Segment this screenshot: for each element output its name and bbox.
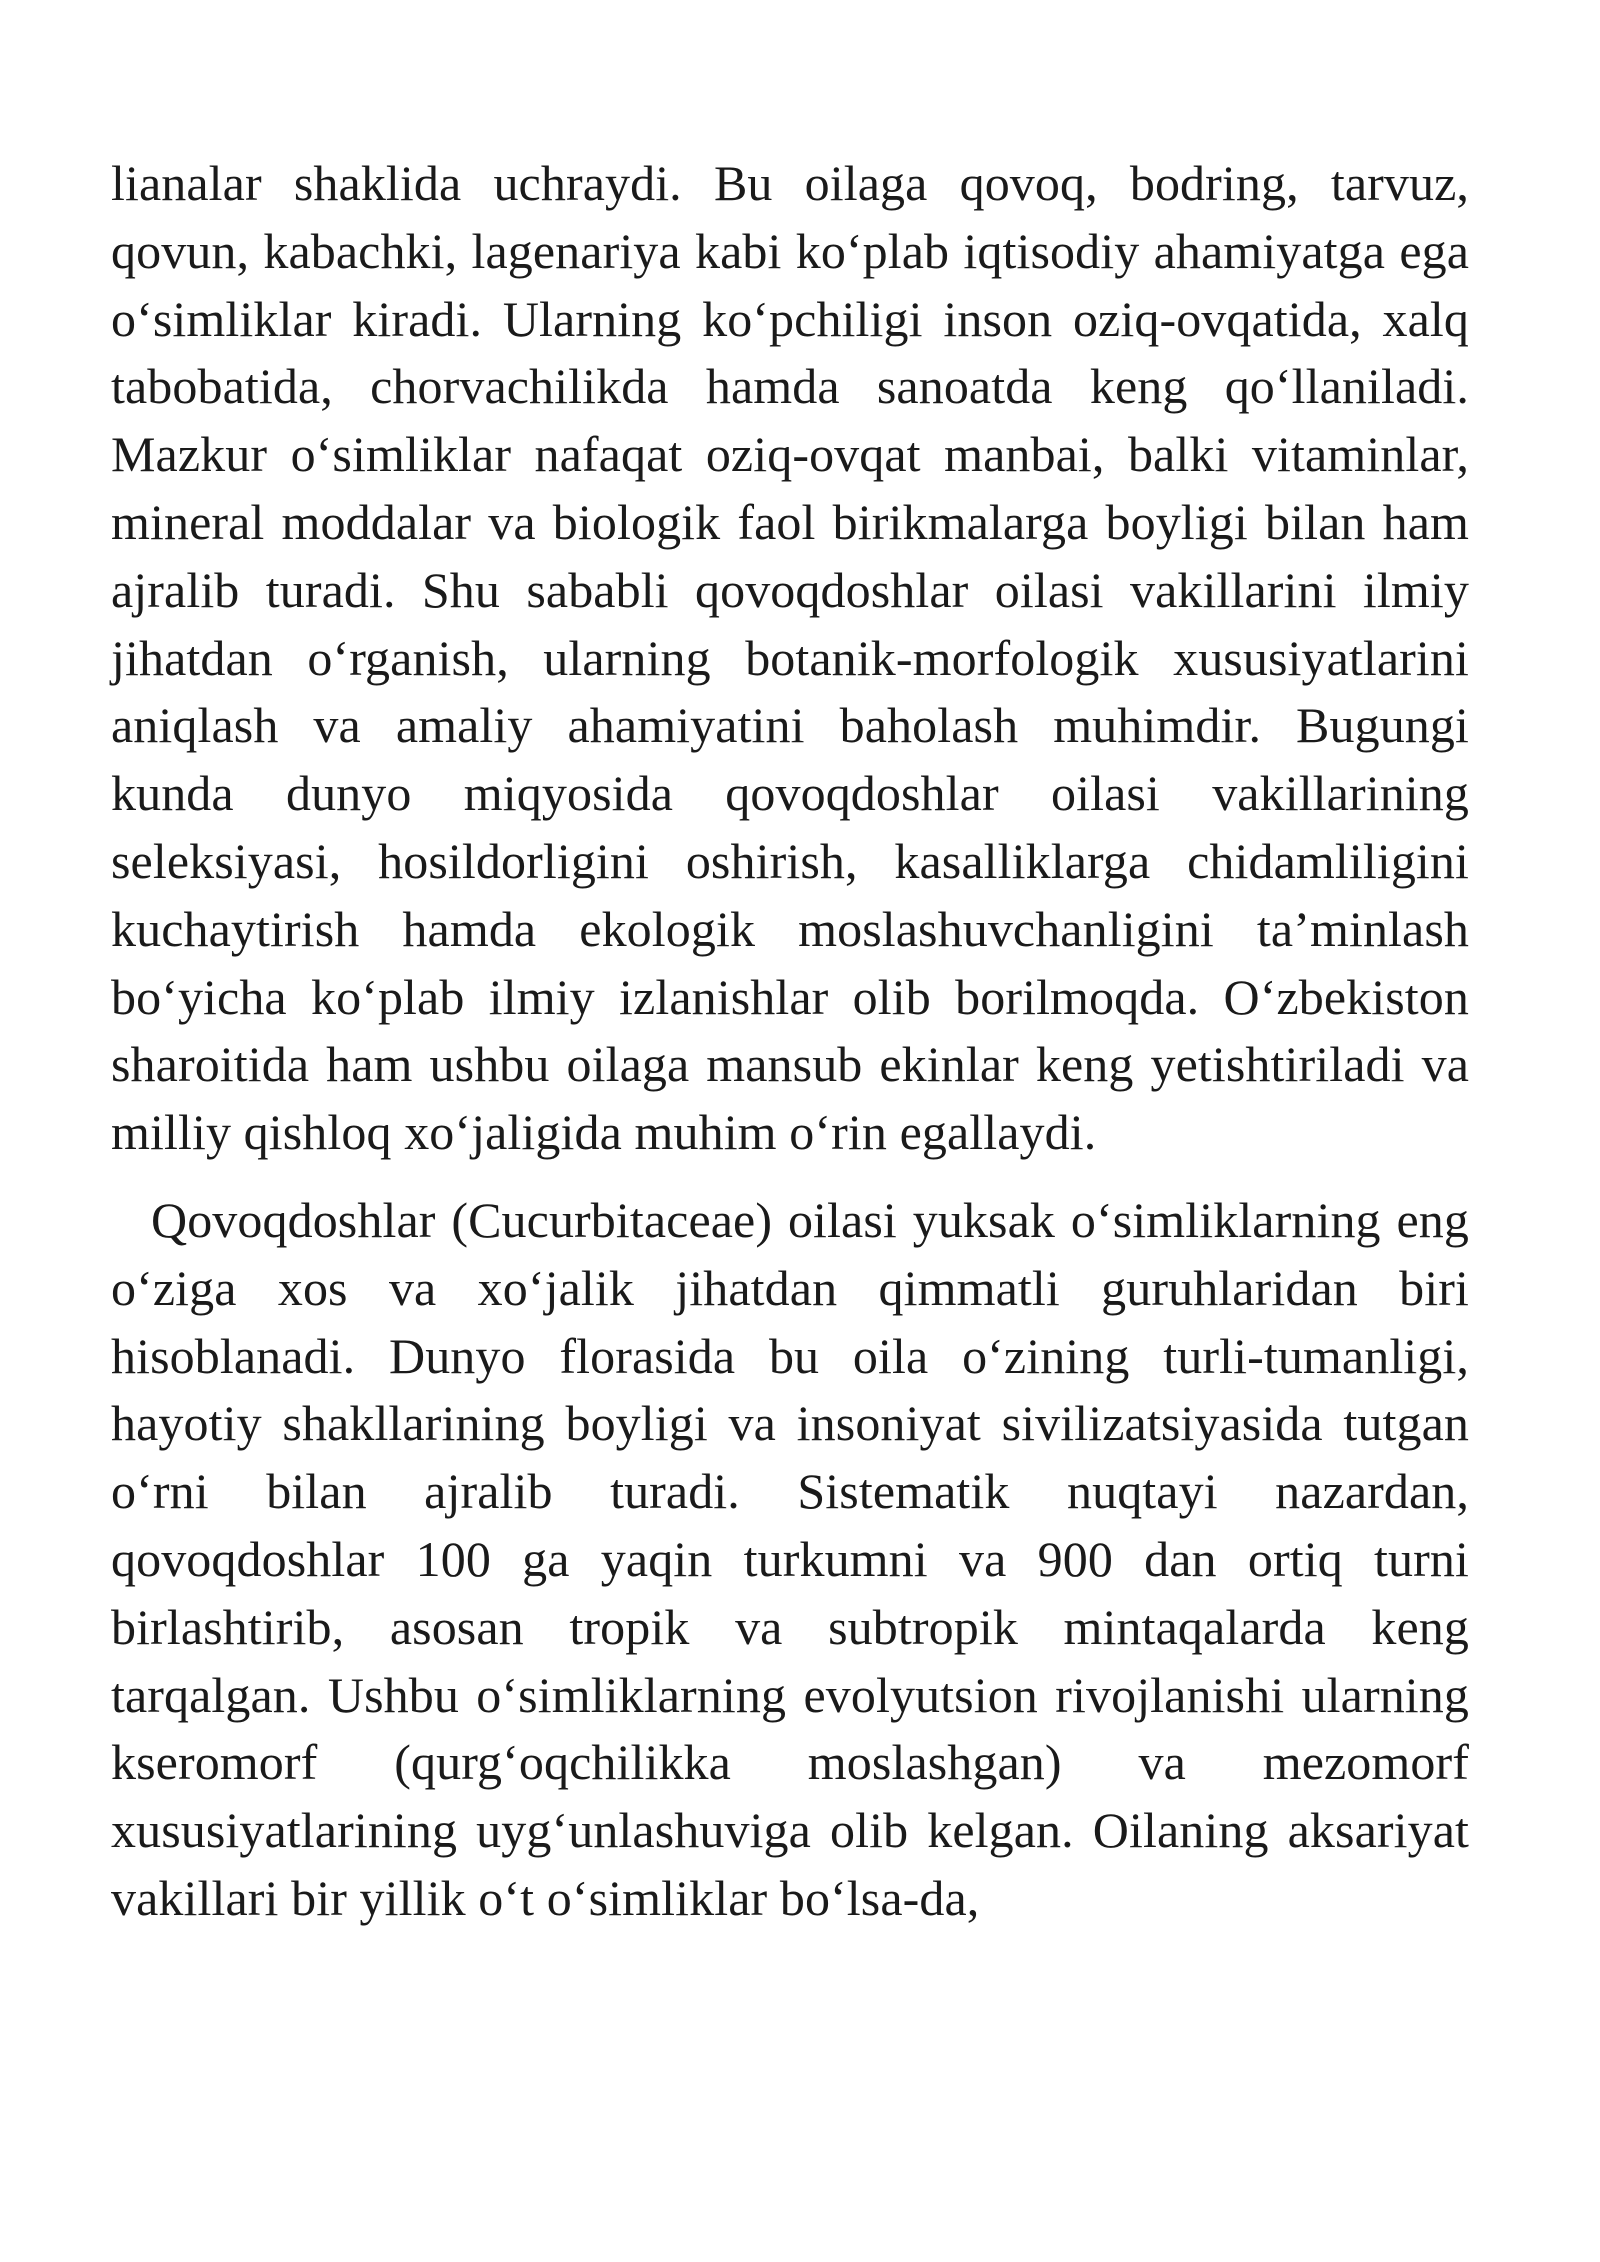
- document-page: [111, 150, 1469, 1933]
- body-paragraph-1: lianalar shaklida uchraydi. Bu oilaga qovoq, bodring, tarvuz, qovun, kabachki, lagenariya kabi ko‘plab iqtisodiy ahamiyatga ega o‘simliklar kiradi. Ularning ko‘pchiligi inson oziq-ovqatida, xalq tabobatida, chorvachilikda hamda sanoatda keng qo‘llaniladi. Mazkur o‘simliklar nafaqat oziq-ovqat manbai, balki vitaminlar, mineral moddalar va biologik faol birikmalarga boyligi bilan ham ajralib turadi. Shu sababli qovoqdoshlar oilasi vakillarini ilmiy jihatdan o‘rganish, ularning botanik-morfologik xususiyatlarini aniqlash va amaliy ahamiyatini baholash muhimdir. Bugungi kunda dunyo miqyosida qovoqdoshlar oilasi vakillarining seleksiyasi, hosildorligini oshirish, kasalliklarga chidamliligini kuchaytirish hamda ekologik moslashuvchanligini ta’minlash bo‘yicha ko‘plab ilmiy izlanishlar olib borilmoqda. O‘zbekiston sharoitida ham ushbu oilaga mansub ekinlar keng yetishtiriladi va milliy qishloq xo‘jaligida muhim o‘rin egallaydi.: [111, 155, 1469, 1161]
- body-paragraph-2: Qovoqdoshlar (Cucurbitaceae) oilasi yuksak o‘simliklarning eng o‘ziga xos va xo‘jalik jihatdan qimmatli guruhlaridan biri hisoblanadi. Dunyo florasida bu oila o‘zining turli-tumanligi, hayotiy shakllarining boyligi va insoniyat sivilizatsiyasida tutgan o‘rni bilan ajralib turadi. Sistematik nuqtayi nazardan, qovoqdoshlar 100 ga yaqin turkumni va 900 dan ortiq turni birlashtirib, asosan tropik va subtropik mintaqalarda keng tarqalgan. Ushbu o‘simliklarning evolyutsion rivojlanishi ularning kseromorf (qurg‘oqchilikka moslashgan) va mezomorf xususiyatlarining uyg‘unlashuviga olib kelgan. Oilaning aksariyat vakillari bir yillik o‘t o‘simliklar bo‘lsa-da,: [111, 1191, 1469, 1926]
